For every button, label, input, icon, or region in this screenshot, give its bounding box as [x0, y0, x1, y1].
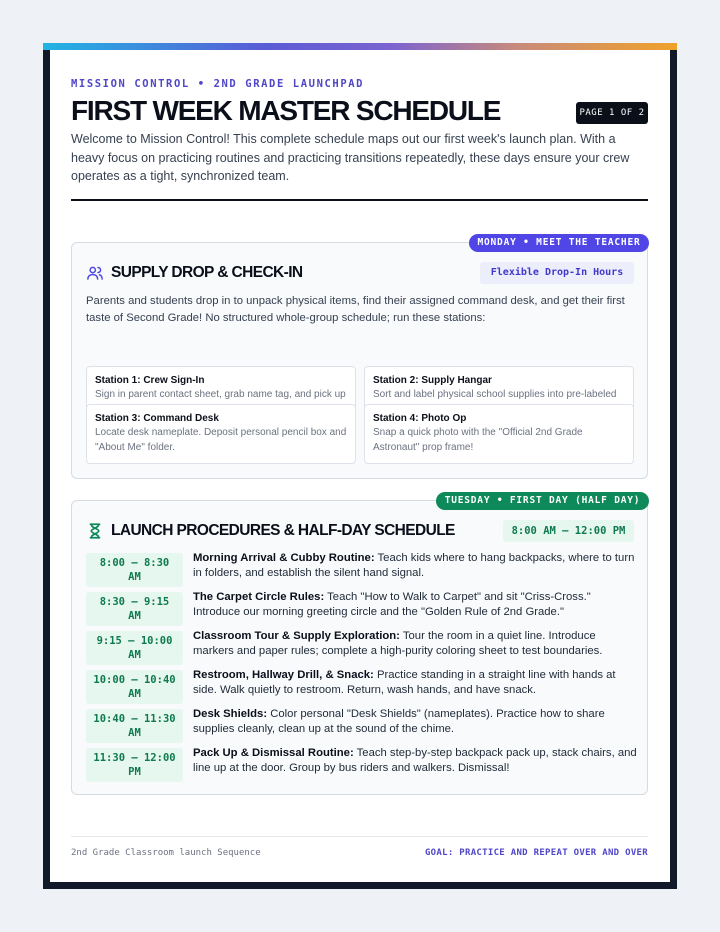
station-title: Station 1: Crew Sign-In — [95, 375, 205, 386]
users-icon — [86, 264, 104, 282]
drop-in-hours-badge: Flexible Drop-In Hours — [480, 262, 634, 284]
gradient-top-bar — [43, 43, 677, 50]
header-divider — [71, 199, 648, 201]
half-day-time-range: 8:00 AM – 12:00 PM — [503, 520, 634, 542]
page-frame — [43, 43, 677, 889]
schedule-row — [86, 592, 636, 626]
intro-paragraph: Welcome to Mission Control! This complete schedule maps out our first week's launch plan. With a heavy focus on practicing routines and practicing transitions repeatedly, these days ensure your crew operates as a tight, synchronized team. — [71, 132, 630, 183]
tuesday-heading: LAUNCH PROCEDURES & HALF-DAY SCHEDULE — [111, 522, 455, 539]
activity-title: The Carpet Circle Rules: — [193, 591, 325, 603]
activity-description: Pack Up & Dismissal Routine: Teach step-by-step backpack pack up, stack chairs, and line up at the door. Group by bus riders and walkers. Dismissal! — [193, 747, 637, 774]
schedule-row — [86, 553, 636, 587]
schedule-row — [86, 670, 636, 704]
activity-description: Classroom Tour & Supply Exploration: Tour the room in a quiet line. Introduce markers and paper rules; complete a high-purity coloring sheet to test boundaries. — [193, 630, 603, 657]
time-slot: 8:30 – 9:15 AM — [86, 592, 183, 626]
activity-description: Morning Arrival & Cubby Routine: Teach kids where to hang backpacks, where to turn in folders, and establish the silent hand signal. — [193, 552, 635, 579]
schedule-row — [86, 709, 636, 743]
station-description: Sort and label physical school supplies into pre-labeled — [373, 389, 617, 400]
footer-goal-label: GOAL: PRACTICE AND REPEAT OVER AND OVER — [424, 848, 648, 858]
footer-sequence-label: 2nd Grade Classroom launch Sequence — [71, 848, 261, 858]
activity-description: Desk Shields: Color personal "Desk Shields" (nameplates). Practice how to share supplies cleanly, clean up at the sound of the chime. — [193, 708, 605, 735]
activity-title: Restroom, Hallway Drill, & Snack: — [193, 669, 374, 681]
station-title: Station 2: Supply Hangar — [373, 375, 492, 386]
time-slot: 9:15 – 10:00 AM — [86, 631, 183, 665]
monday-pill: MONDAY • MEET THE TEACHER — [469, 234, 649, 252]
monday-heading: SUPPLY DROP & CHECK-IN — [111, 264, 303, 281]
activity-title: Morning Arrival & Cubby Routine: — [193, 552, 375, 564]
station-card — [364, 404, 634, 464]
activity-title: Classroom Tour & Supply Exploration: — [193, 630, 400, 642]
time-slot: 11:30 – 12:00 PM — [86, 748, 183, 782]
station-description: Sign in parent contact sheet, grab name tag, and pick up — [95, 389, 346, 400]
activity-title: Desk Shields: — [193, 708, 268, 720]
page-title: FIRST WEEK MASTER SCHEDULE — [71, 95, 501, 126]
monday-description: Parents and students drop in to unpack physical items, find their assigned command desk, and get their first taste of Second Grade! No structured whole-group schedule; run these stations: — [86, 295, 625, 324]
station-title: Station 4: Photo Op — [373, 413, 467, 424]
station-description: Snap a quick photo with the "Official 2nd Grade Astronaut" prop frame! — [373, 427, 583, 453]
station-title: Station 3: Command Desk — [95, 413, 219, 424]
activity-description: The Carpet Circle Rules: Teach "How to Walk to Carpet" and sit "Criss-Cross." Introduce our morning greeting circle and the "Golden Rule of 2nd Grade." — [193, 591, 591, 618]
schedule-page — [50, 50, 670, 882]
monday-heading-row — [86, 262, 303, 284]
tuesday-card — [71, 495, 648, 795]
activity-title: Pack Up & Dismissal Routine: — [193, 747, 354, 759]
hourglass-icon — [86, 522, 104, 540]
time-slot: 10:40 – 11:30 AM — [86, 709, 183, 743]
monday-card — [71, 237, 648, 479]
tuesday-pill: TUESDAY • FIRST DAY (HALF DAY) — [436, 492, 649, 510]
station-description: Locate desk nameplate. Deposit personal pencil box and "About Me" folder. — [95, 427, 347, 453]
time-slot: 8:00 – 8:30 AM — [86, 553, 183, 587]
schedule-row — [86, 631, 636, 665]
tuesday-heading-row — [86, 520, 455, 542]
activity-description: Restroom, Hallway Drill, & Snack: Practice standing in a straight line with hands at side. Walk quietly to restroom. Return, wash hands, and have snack. — [193, 669, 616, 696]
schedule-row — [86, 748, 636, 782]
footer-divider — [71, 836, 648, 837]
time-slot: 10:00 – 10:40 AM — [86, 670, 183, 704]
station-card — [86, 404, 356, 464]
page-number-badge: PAGE 1 OF 2 — [576, 102, 648, 124]
eyebrow-label: MISSION CONTROL • 2ND GRADE LAUNCHPAD — [71, 78, 365, 90]
